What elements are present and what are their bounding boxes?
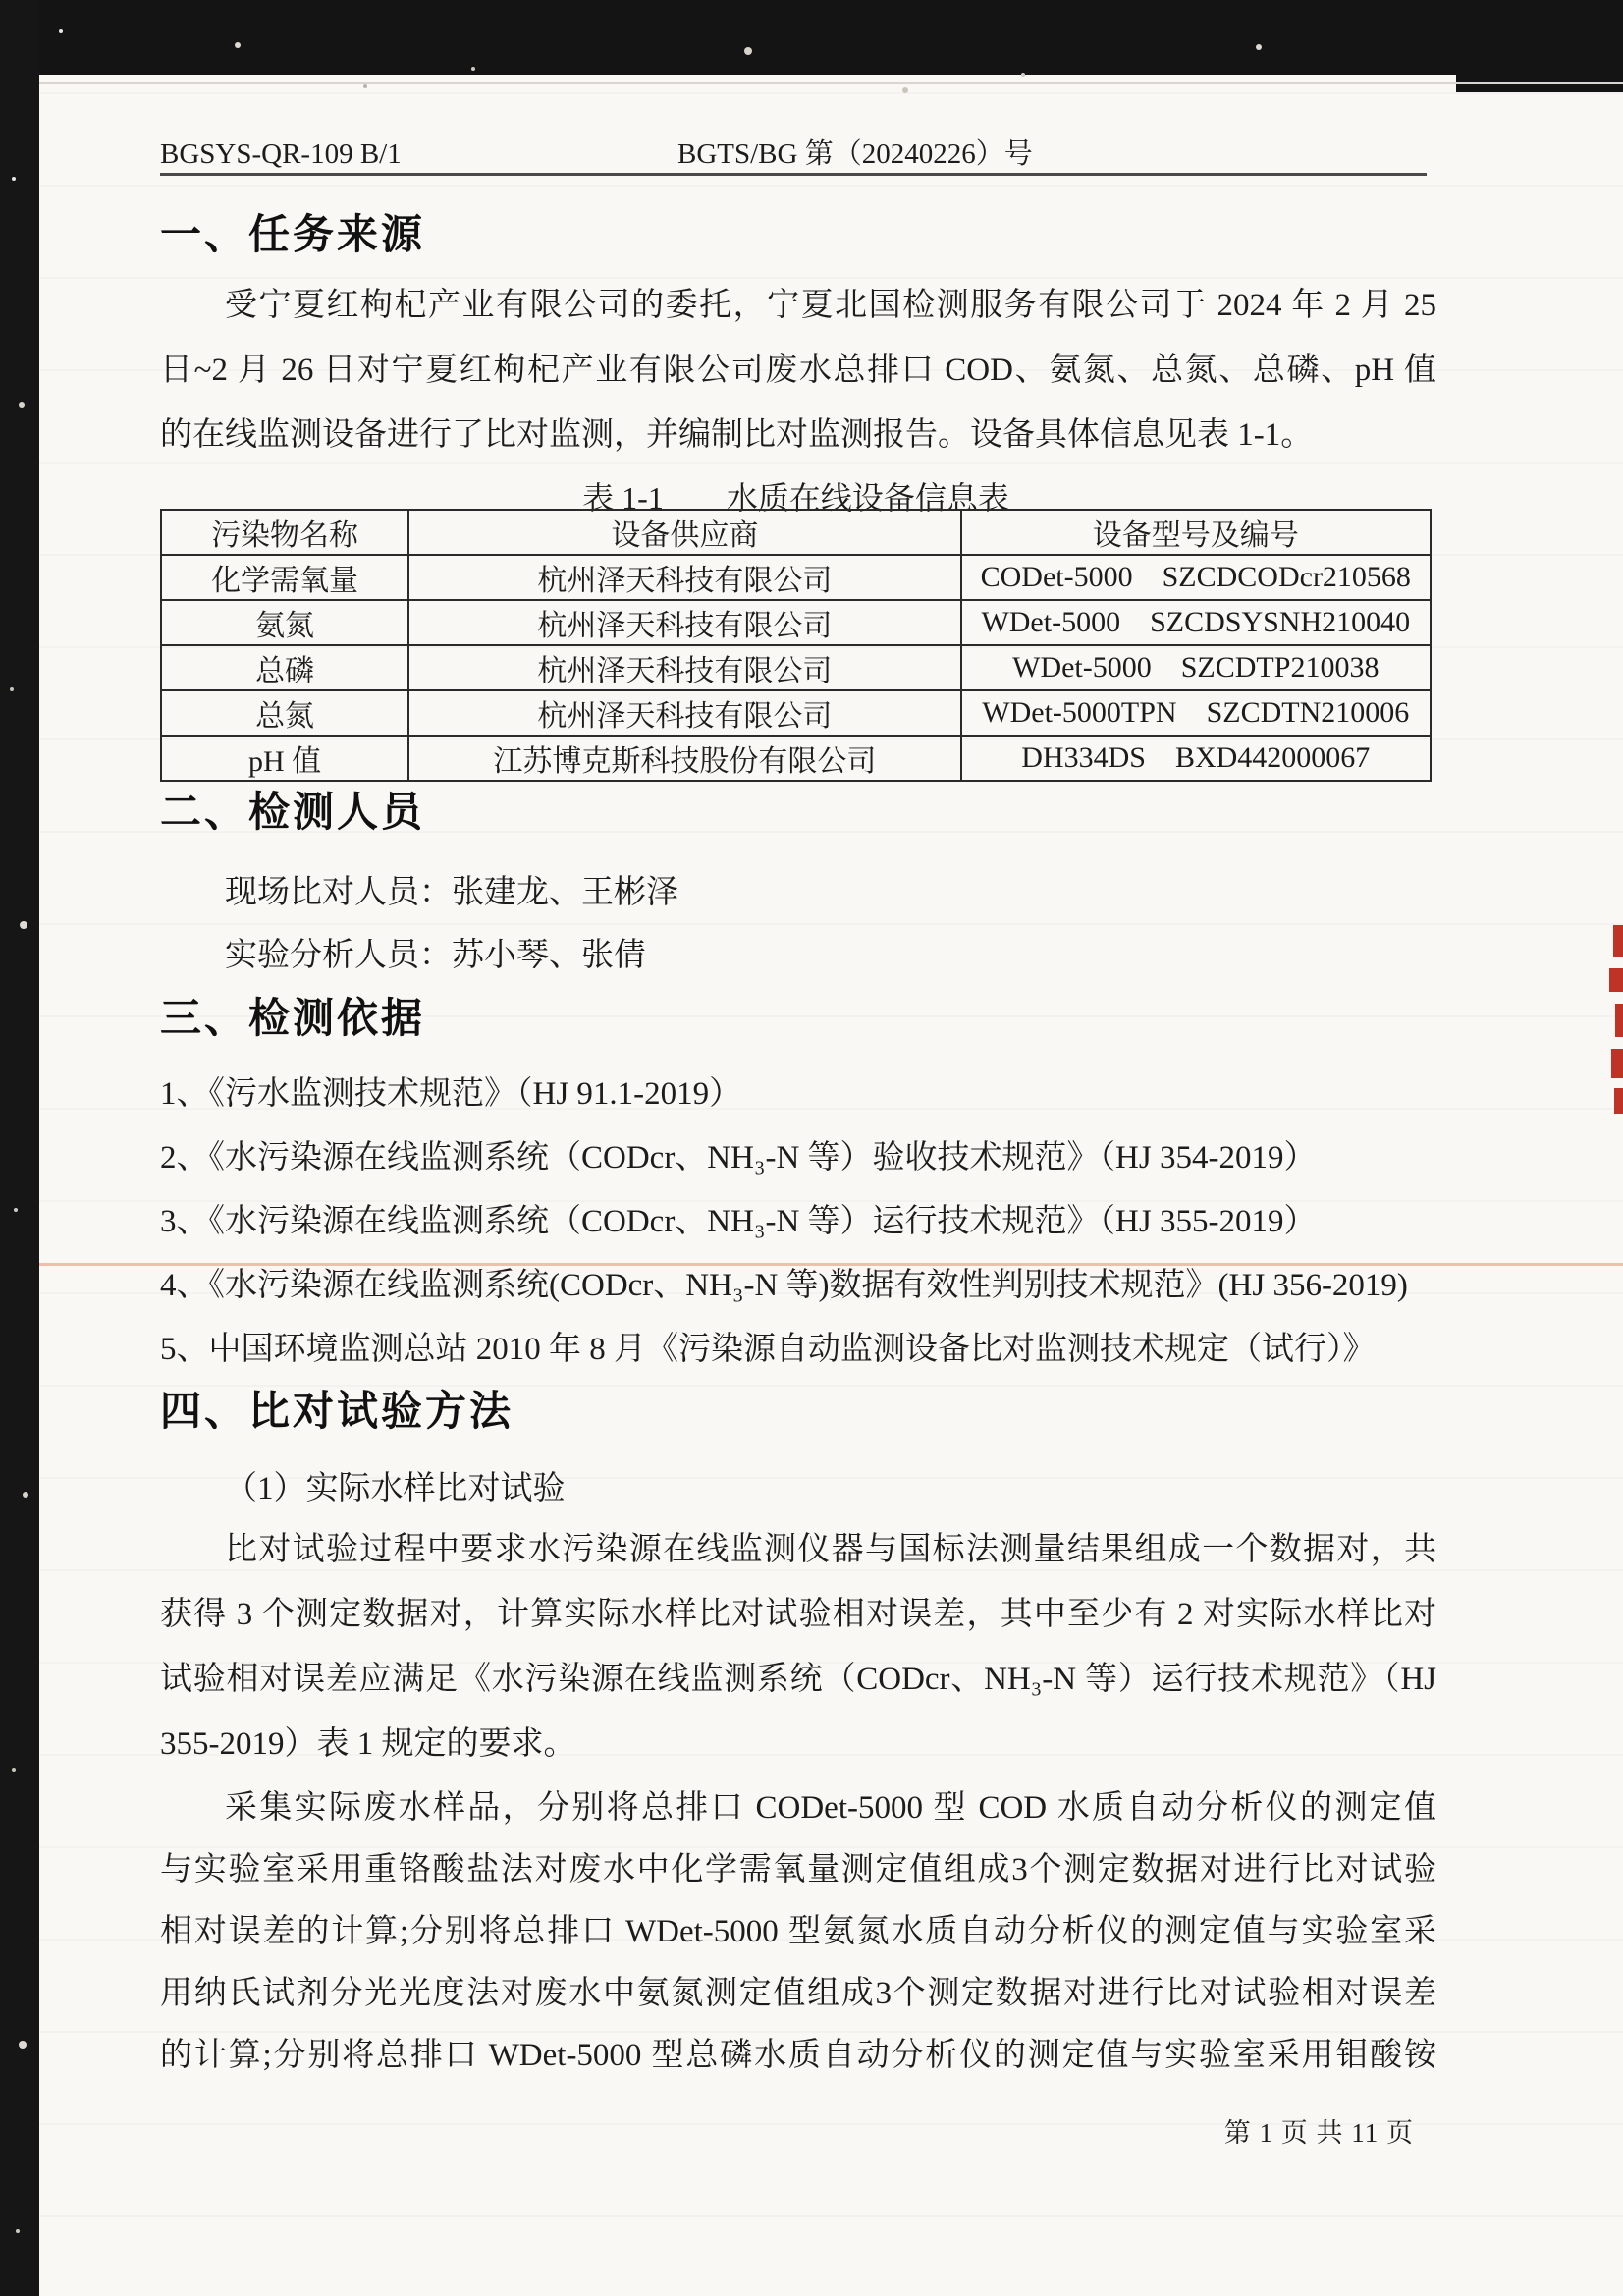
cell-pollutant: 化学需氧量: [161, 555, 408, 600]
section4-para1-line: 比对试验过程中要求水污染源在线监测仪器与国标法测量结果组成一个数据对，共: [225, 1532, 1436, 1567]
table-row: [161, 645, 1431, 690]
header-rule: [160, 173, 1427, 176]
cell-model: WDet-5000TPN SZCDTN210006: [961, 690, 1431, 736]
cell-model: CODet-5000 SZCDCODcr210568: [961, 555, 1431, 600]
cell-model: WDet-5000 SZCDTP210038: [961, 645, 1431, 690]
cell-pollutant: 氨氮: [161, 600, 408, 645]
red-mark: [1614, 1088, 1623, 1114]
col-header-model: 设备型号及编号: [961, 510, 1431, 555]
section4-para2-line: 与实验室采用重铬酸盐法对废水中化学需氧量测定值组成3个测定数据对进行比对试验: [160, 1852, 1436, 1887]
section4-para2-line: 的计算;分别将总排口 WDet-5000 型总磷水质自动分析仪的测定值与实验室采用钼酸铵: [160, 2038, 1436, 2073]
cell-supplier: 江苏博克斯科技股份有限公司: [408, 736, 960, 781]
cell-model: DH334DS BXD442000067: [961, 736, 1431, 781]
red-mark: [1615, 1004, 1623, 1037]
section4-subtitle: （1）实际水样比对试验: [225, 1471, 566, 1506]
cell-pollutant: 总氮: [161, 690, 408, 736]
cell-supplier: 杭州泽天科技有限公司: [408, 555, 960, 600]
section4-para2-line: 采集实际废水样品，分别将总排口 CODet-5000 型 COD 水质自动分析仪的测定值: [225, 1790, 1436, 1826]
table1-caption: 表 1-1 水质在线设备信息表: [582, 480, 1009, 516]
section1-title: 一、任务来源: [160, 211, 426, 257]
page-number: 第 1 页 共 11 页: [1223, 2118, 1414, 2148]
doc-code-left: BGSYS-QR-109 B/1: [160, 138, 402, 170]
section3-item: 5、中国环境监测总站 2010 年 8 月《污染源自动监测设备比对监测技术规定（试行）》: [160, 1332, 1376, 1367]
cell-supplier: 杭州泽天科技有限公司: [408, 600, 960, 645]
scan-artifact-top-band: [0, 0, 1623, 75]
scan-speckles-top: [59, 29, 63, 33]
section3-item: 3、《水污染源在线监测系统（CODcr、NH₃-N 等）运行技术规范》（HJ 355-2019）: [160, 1204, 1317, 1239]
section4-para1-line: 355-2019）表 1 规定的要求。: [160, 1726, 576, 1762]
cell-model: WDet-5000 SZCDSYSNH210040: [961, 600, 1431, 645]
section4-para1-line: 获得 3 个测定数据对，计算实际水样比对试验相对误差，其中至少有 2 对实际水样比对: [160, 1597, 1436, 1632]
section4-para2-line: 用纳氏试剂分光光度法对废水中氨氮测定值组成3个测定数据对进行比对试验相对误差: [160, 1976, 1436, 2011]
section1-line: 日~2 月 26 日对宁夏红枸杞产业有限公司废水总排口 COD、氨氮、总氮、总磷、pH 值: [160, 353, 1436, 388]
section1-line: 的在线监测设备进行了比对监测，并编制比对监测报告。设备具体信息见表 1-1。: [160, 417, 1314, 453]
col-header-pollutant: 污染物名称: [161, 510, 408, 555]
section1-line: 受宁夏红枸杞产业有限公司的委托，宁夏北国检测服务有限公司于 2024 年 2 月 25: [225, 288, 1436, 323]
scan-streak-gray: [39, 82, 1623, 84]
scan-artifact-left-band: [0, 0, 39, 2296]
section3-item: 4、《水污染源在线监测系统(CODcr、NH₃-N 等)数据有效性判别技术规范》(HJ 356-2019): [160, 1268, 1408, 1303]
doc-code-right: BGTS/BG 第（20240226）号: [677, 138, 1033, 170]
col-header-supplier: 设备供应商: [408, 510, 960, 555]
red-mark: [1613, 925, 1623, 957]
scan-speckles-left: [12, 177, 16, 181]
section4-para1-line: 试验相对误差应满足《水污染源在线监测系统（CODcr、NH₃-N 等）运行技术规范》（HJ: [160, 1662, 1436, 1697]
section2-title: 二、检测人员: [160, 789, 426, 835]
device-info-table: [160, 509, 1432, 782]
section4-para2-line: 相对误差的计算;分别将总排口 WDet-5000 型氨氮水质自动分析仪的测定值与实验室采: [160, 1914, 1436, 1949]
red-mark: [1611, 1049, 1623, 1078]
section4-title: 四、比对试验方法: [160, 1388, 514, 1434]
cell-supplier: 杭州泽天科技有限公司: [408, 645, 960, 690]
scan-artifact-top-right-corner: [1456, 0, 1623, 92]
cell-supplier: 杭州泽天科技有限公司: [408, 690, 960, 736]
table-row: [161, 555, 1431, 600]
red-edge-stamp-marks: [1605, 925, 1623, 1121]
section3-item: 1、《污水监测技术规范》（HJ 91.1-2019）: [160, 1076, 742, 1112]
red-mark: [1609, 968, 1623, 992]
section3-item: 2、《水污染源在线监测系统（CODcr、NH₃-N 等）验收技术规范》（HJ 354-2019）: [160, 1140, 1317, 1175]
table-row: [161, 600, 1431, 645]
section2-line: 现场比对人员：张建龙、王彬泽: [225, 875, 678, 910]
section2-line: 实验分析人员：苏小琴、张倩: [225, 938, 646, 973]
table-row: [161, 690, 1431, 736]
table-row: [161, 736, 1431, 781]
section3-title: 三、检测依据: [160, 995, 426, 1041]
cell-pollutant: pH 值: [161, 736, 408, 781]
table-header-row: [161, 510, 1431, 555]
cell-pollutant: 总磷: [161, 645, 408, 690]
